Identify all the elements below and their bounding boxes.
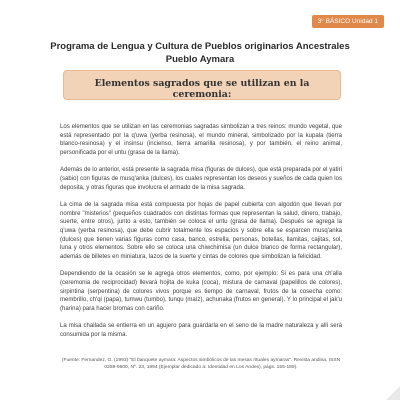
paragraph-ocasion: Dependiendo de la ocasión se le agrega otros elementos, como, por ejemplo: Si es para una ch'alla (ceremonia de reciprocidad) llevará hojita de kuka (coca), mistura de carnaval (papelillos de colores), sirpintina (serpentina) de colores vivos porque es tiempo de carnaval, frutos de la cosecha como: membrillo, ch'qi (papa), tumwu (tumbo), tunqu (maíz), achunaka (frutos en general). Y lo principal el jak'u (harina) para hacer bromas con cariño. bbox=[60, 271, 342, 312]
source-citation: (Fuente: Fernandez, G. (1993) "El banquete aymara: Aspectos simbólicos de las mesas rituales aymaras". Revista andina, ISSN 0259-9600, Nº. 23, 1994 (Ejemplar dedicado a: Identidad en Los Andes), págs. 155-189). bbox=[61, 358, 341, 370]
people-title: Pueblo Aymara bbox=[165, 54, 235, 65]
program-heading bbox=[0, 40, 400, 66]
grade-unit-tag: 3° BÁSICO Unidad 1 bbox=[312, 15, 384, 28]
paragraph-reinos: Los elementos que se utilizan en las ceremonias sagradas simbolizan a tres reinos: mundo vegetal, que está representado por la q'uwa (yerba resinosa), el mundo mineral, simbolizado por la kupala (tierra blanco-resinosa) y el insinsu (incienso, tierra amarilla resinosa), y por también, el reino animal, personificada por el untu (grasa de la llama). bbox=[60, 124, 342, 156]
paragraph-entierro: La misa challada se entierra en un agujero para guardarla en el seno de la madre naturaleza y allí será consumida por la misma. bbox=[60, 323, 342, 338]
title-banner bbox=[63, 70, 341, 100]
page-corner-fold bbox=[386, 386, 400, 400]
page-title: Elementos sagrados que se utilizan en la ceremonia: bbox=[94, 78, 310, 100]
document-body bbox=[60, 123, 342, 348]
paragraph-misterios: La cima de la sagrada misa está compuesta por hojas de papel cubierta con algodón que llevan por nombre "misterios" (pequeños cuadrados con distintas formas que representan la salud, dinero, trabajo, suerte, entre otros), junto a esto, también se coloca el untu (grasa de llama). Después se agrega la q'uwa (yerba resinosa), que debe cubrir totalmente los espacios y sobre ella se esparcen musq'anka (dulces) que tienen varias figuras como casa, banco, estrella, personas, botellas, llamitas, cajitas, sol, luna y otros elementos. Sobre ello se coloca una chiwchimisa (un dulce blanco de forma rectangular), además de billetes en miniatura, lazos de la suerte y cintas de colores que simbolizan la felicidad. bbox=[60, 202, 342, 260]
program-title: Programa de Lengua y Cultura de Pueblos originarios Ancestrales bbox=[50, 41, 350, 52]
paragraph-misa: Además de lo anterior, está presente la sagrada misa (figuras de dulces), que está preparada por el yatiri (sabio) con figuras de musq'anka (dulces), los cuales representan los deseos y sueños de cada quien los deposita, y otras figuras que involucra el armado de la misa sagrada. bbox=[60, 167, 342, 191]
